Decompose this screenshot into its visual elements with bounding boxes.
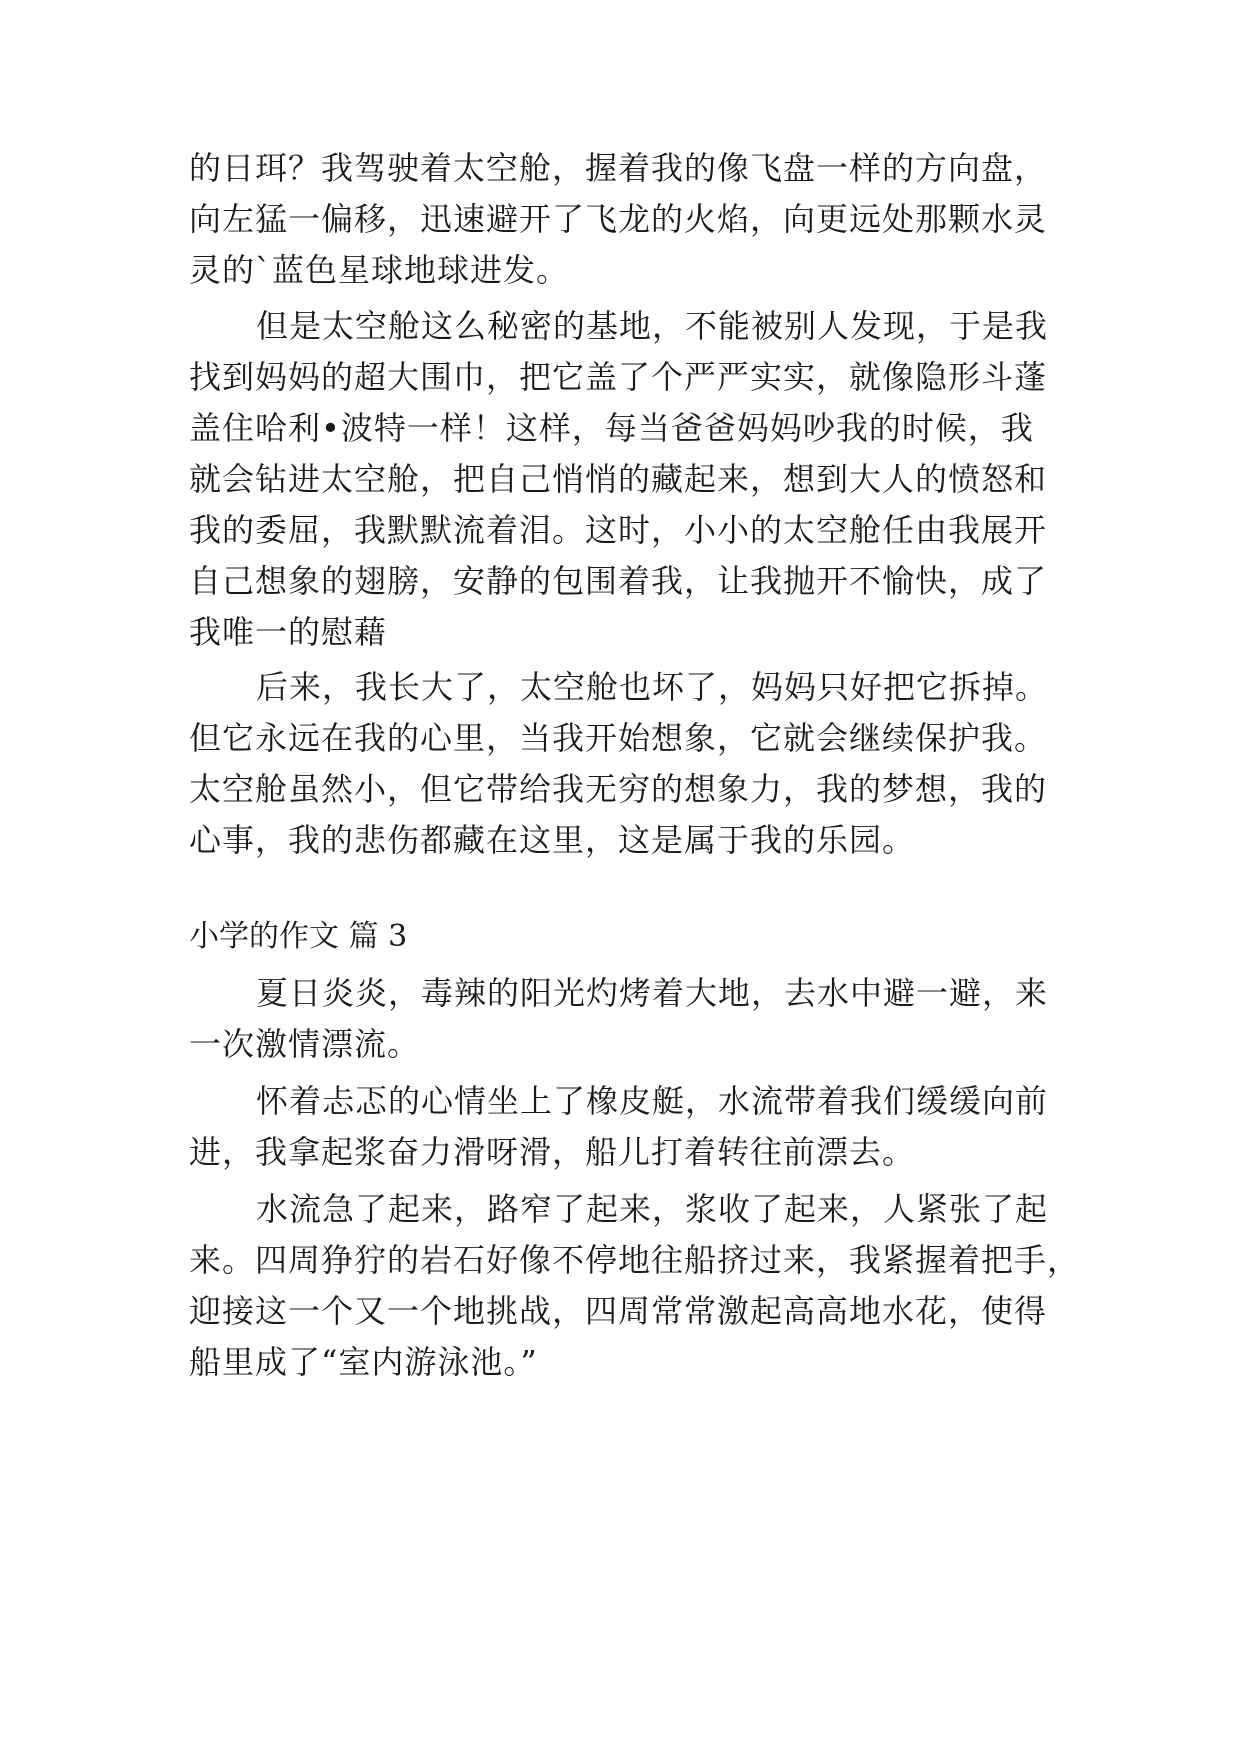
- section-heading: 小学的作文 篇 3: [189, 919, 408, 954]
- paragraph-line: 向左猛一偏移，迅速避开了飞龙的火焰，向更远处那颗水灵: [189, 200, 1048, 238]
- paragraph-line: 后来，我长大了，太空舱也坏了，妈妈只好把它拆掉。: [256, 668, 1049, 706]
- paragraph-line: 但它永远在我的心里，当我开始想象，它就会继续保护我。: [189, 719, 1048, 757]
- paragraph-line: 来。四周狰狞的岩石好像不停地往船挤过来，我紧握着把手，: [189, 1241, 1081, 1279]
- paragraph-line: 灵的`蓝色星球地球进发。: [189, 251, 570, 289]
- paragraph-line: 我唯一的慰藉: [189, 613, 388, 651]
- paragraph-line: 的日珥？我驾驶着太空舱，握着我的像飞盘一样的方向盘，: [189, 149, 1048, 187]
- paragraph-line: 进，我拿起浆奋力滑呀滑，船儿打着转往前漂去。: [189, 1133, 916, 1171]
- paragraph-line: 太空舱虽然小，但它带给我无穷的想象力，我的梦想，我的: [189, 770, 1048, 808]
- paragraph-line: 迎接这一个又一个地挑战，四周常常激起高高地水花，使得: [189, 1292, 1048, 1330]
- paragraph-line: 水流急了起来，路窄了起来，浆收了起来，人紧张了起: [256, 1190, 1049, 1228]
- paragraph-line: 夏日炎炎，毒辣的阳光灼烤着大地，去水中避一避，来: [256, 974, 1049, 1012]
- paragraph-line: 找到妈妈的超大围巾，把它盖了个严严实实，就像隐形斗蓬: [189, 358, 1048, 396]
- paragraph-line: 自己想象的翅膀，安静的包围着我，让我抛开不愉快，成了: [189, 562, 1048, 600]
- paragraph-line: 一次激情漂流。: [189, 1025, 421, 1063]
- paragraph-line: 船里成了“室内游泳池。”: [189, 1343, 538, 1381]
- paragraph-line: 就会钻进太空舱，把自己悄悄的藏起来，想到大人的愤怒和: [189, 460, 1048, 498]
- paragraph-line: 我的委屈，我默默流着泪。这时，小小的太空舱任由我展开: [189, 511, 1048, 549]
- paragraph-line: 但是太空舱这么秘密的基地，不能被别人发现，于是我: [256, 307, 1049, 345]
- paragraph-line: 怀着忐忑的心情坐上了橡皮艇，水流带着我们缓缓向前: [256, 1082, 1049, 1120]
- paragraph-line: 盖住哈利•波特一样！这样，每当爸爸妈妈吵我的时候，我: [189, 409, 1034, 447]
- paragraph-line: 心事，我的悲伤都藏在这里，这是属于我的乐园。: [189, 821, 916, 859]
